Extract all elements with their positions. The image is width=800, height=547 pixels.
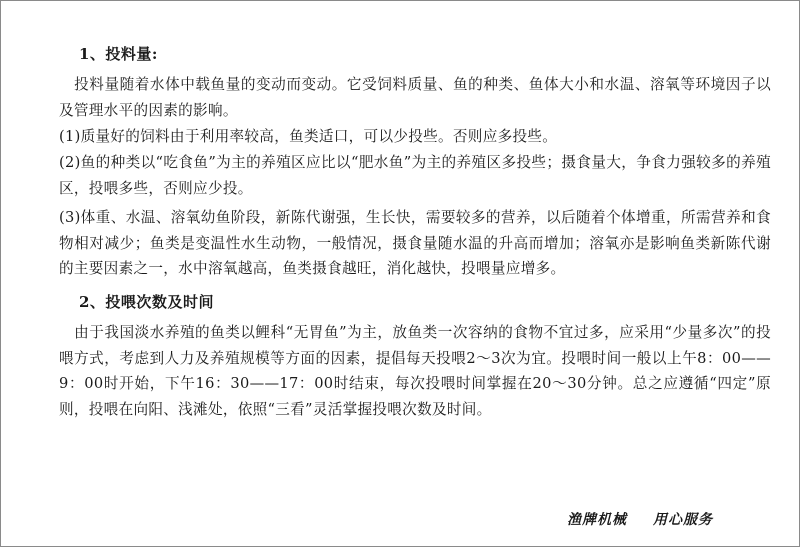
feeding-frequency-paragraph: 由于我国淡水养殖的鱼类以鲤科“无胃鱼”为主，放鱼类一次容纳的食物不宜过多，应采用“少量多次”的投喂方式，考虑到人力及养殖规模等方面的因素，提倡每天投喂2～3次为宜。投喂时间一般以上午8：00——9：00时开始，下午16：30——17：00时结束，每次投喂时间掌握在20～30分钟。总之应遵循“四定”原则，投喂在向阳、浅滩处，依照“三看”灵活掌握投喂次数及时间。 (59, 324, 771, 418)
section-heading-feed-amount: 1、投料量: (79, 45, 158, 63)
section-heading-feeding-frequency: 2、投喂次数及时间 (79, 293, 214, 311)
footer-tagline (567, 509, 713, 529)
footer-brand: 渔牌机械 (567, 512, 627, 528)
weight-temperature-oxygen-paragraph: (3)体重、水温、溶氧幼鱼阶段，新陈代谢强，生长快，需要较多的营养，以后随着个体增重，所需营养和食物相对减少；鱼类是变温性水生动物，一般情况，摄食量随水温的升高而增加；溶氧亦是影响鱼类新陈代谢的主要因素之一，水中溶氧越高，鱼类摄食越旺，消化越快，投喂量应增多。 (59, 209, 771, 277)
feed-amount-intro-paragraph: 投料量随着水体中载鱼量的变动而变动。它受饲料质量、鱼的种类、鱼体大小和水温、溶氧等环境因子以及管理水平的因素的影响。 (59, 76, 771, 119)
fish-species-paragraph: (2)鱼的种类以“吃食鱼”为主的养殖区应比以“肥水鱼”为主的养殖区多投些；摄食量大，争食力强较多的养殖区，投喂多些，否则应少投。 (59, 154, 771, 197)
feed-quality-paragraph: (1)质量好的饲料由于利用率较高，鱼类适口，可以少投些。否则应多投些。 (59, 128, 558, 145)
footer-slogan: 用心服务 (653, 512, 713, 528)
